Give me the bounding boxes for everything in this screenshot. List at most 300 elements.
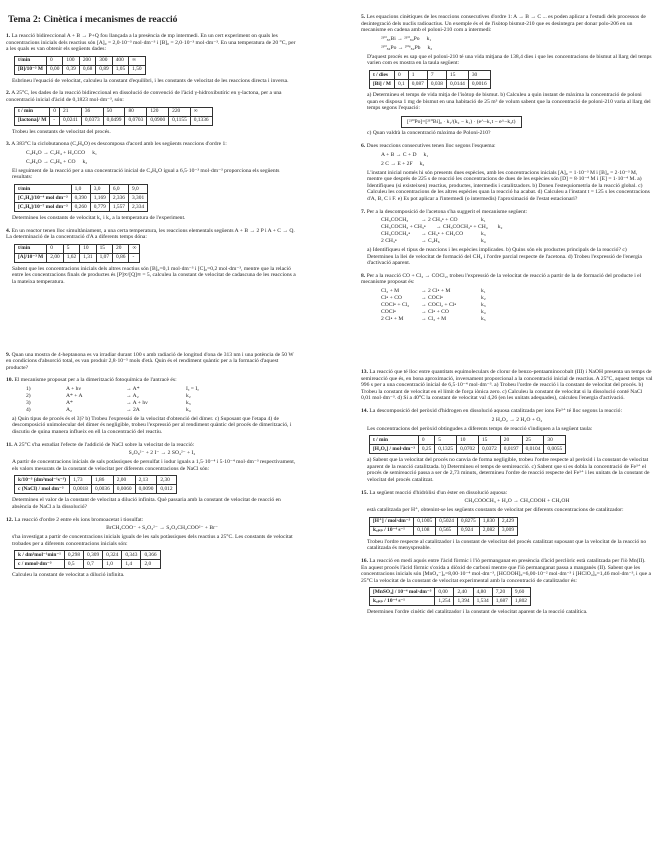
table-cell: 0,260: [71, 202, 90, 211]
table-cell: 0,0144: [447, 79, 469, 88]
table-cell: 15: [447, 70, 469, 79]
table-cell: 1,802: [511, 597, 530, 606]
step-part: Cl• + CO: [381, 295, 402, 302]
problem-question: a) Quin tipus de procés és el 3)? b) Trobeu l'expressió de la velocitat d'obtenció del dímer. c) Suposant que l'etapa 4) de descomposició unimolecular del dímer és negligible, trobeu l'expressió per al rendiment quàntic del procés de dimerització, i discutiu de quina manera influeix en ell la concentració del reactiu.: [12, 415, 292, 436]
row-header-cell: [B]/10⁻³ M: [15, 65, 47, 74]
step-part: 2 CH₃•: [381, 238, 397, 245]
row-header-cell: [MnSO₄] / 10⁻⁴ mol·dm⁻³: [370, 588, 435, 597]
row-header-cell: t / dies: [370, 70, 395, 79]
table-row: [15, 485, 177, 494]
table-cell: 0: [394, 70, 408, 79]
table-cell: 1,62: [63, 253, 79, 262]
table-cell: 1,534: [473, 597, 492, 606]
table-cell: 0,0104: [522, 445, 544, 454]
table-cell: 0,0018: [70, 485, 92, 494]
step-part: → Cl₂ + M: [421, 316, 447, 323]
step-part: Iₐ = Iₐ: [186, 385, 199, 392]
step-part: A₂: [66, 406, 72, 413]
table-cell: 200: [79, 56, 95, 65]
problem-text: Les equacions cinètiques de les reaccions consecutives d'ordre 1: A → B → C ... es poden aplicar a l'estudi dels processos de desintegració dels nuclis radioactius. Un exemple és el de l'isòtop bismut-210 que es desintegra per donar polo-206 en un mecanisme en cadena amb el poloni-210 com a intermedi:: [361, 14, 646, 34]
row-header-cell: [A]/10⁻³ M: [15, 253, 47, 262]
step-part: CH₃COCH₂•: [381, 231, 411, 238]
problem-text: La reacció que té lloc entre quantitats equimoleculars de clorur de benzo-pentaaminocobalt (III) i NaOH presenta un temps de semireacció que és, en bona aproximació, inversament proporcional a la concentració inicial de reactius. A 25°C, aquest temps val 996 s per a una concentració inicial de 6,5·10⁻⁴ mol·dm⁻³. a) Trobeu l'ordre de reacció i la constant de velocitat del procés. b) Trobeu la constant de velocitat en el límit de força iònica zero. c) Calculeu la constant de velocitat si la dissolució conté NaCl 0,01 mol·dm⁻³. d) Si a 40°C la constant de velocitat val 4,26 (en les unitats adequades), calculeu l'energia d'activació.: [361, 369, 653, 402]
problem-number: 10.: [6, 377, 13, 384]
table-cell: 0,1336: [190, 116, 212, 125]
table-row: [370, 588, 531, 597]
problem-text: La reacció d'ordre 2 entre els ions bromoacetat i tiosulfat:: [14, 516, 144, 523]
table-cell: 4,80: [473, 588, 492, 597]
table-cell: 2,00: [113, 476, 135, 485]
problem-number: 7.: [361, 208, 366, 215]
table-cell: 0,0703: [125, 116, 147, 125]
problem-text: A 25°C, les dades de la reacció bidireccional en dissolució de convenció de l'àcid γ-hidroxibutíric en γ-lactona, per a una concentració inicial d'àcid de 0,1823 mol·dm⁻³, són:: [6, 90, 282, 103]
problem-text: s'ha investigat a partir de concentracions inicials iguals de les sals potàssiques dels reactius a 25°C. Les constants de velocitat trobades per a diferents concentracions inicials són:: [12, 534, 293, 547]
table-cell: 0,1005: [414, 517, 436, 526]
step-part: k₂: [481, 295, 486, 302]
step-part: CH₃COCH₃: [381, 217, 409, 224]
table-cell: 36: [81, 107, 103, 116]
mechanism-step: [26, 407, 298, 414]
problem-16: [361, 558, 653, 616]
problem-text: Per a la descomposició de l'acetona s'ha suggerit el mecanisme següent:: [366, 208, 528, 215]
table-cell: 15: [96, 244, 112, 253]
step-part: k₃: [481, 231, 486, 238]
step-part: → CH₃• + CH₂CO: [421, 231, 464, 238]
table-cell: 1: [408, 70, 427, 79]
table-cell: 0,89: [96, 65, 112, 74]
problem-text: A 25°C s'ha estudiat l'efecte de l'addició de NaCl sobre la velocitat de la reacció:: [13, 441, 195, 448]
table-cell: 0,779: [90, 202, 109, 211]
step-part: k₄: [481, 238, 486, 245]
problem-text: La reacció bidireccional A + B → P+Q fou llançada a la presència de mp intermedi. En un cert experiment on quals les concentracions inicials dels reactius són [A]₀ = 2,0·10⁻³ mol·dm⁻³ i [B]₀ = 2,0·10⁻³ mol·dm⁻³. En una temperatura de 20 °C, per a les quals es van obtenir els següents dades:: [6, 33, 296, 53]
step-part: 1): [26, 385, 31, 392]
table-cell: 1,05: [112, 65, 128, 74]
problem-question: Calculeu la constant de velocitat a dilució infinita.: [12, 572, 125, 579]
problem-text: La reacció en medi aquós entre l'àcid fòrmic i l'iò permanganat en presència d'àcid perclòric està catalitzada per l'iò Mn(II). En aquest procés l'àcid fòrmic s'oxida a diòxid de carboni mentre que l'iò permanganat passa a manganès (II). Sabent que les concentracions inicials són [MnO₄⁻]₀=8,00·10⁻⁴ mol·dm⁻³, [HCOOH]₀=6,00·10⁻² mol·dm⁻³ i [HClO₄]₀=1,46 mol·dm⁻³, i que a 25°C la velocitat de la constant de velocitat experimental amb la concentració de catalitzador és:: [361, 557, 651, 584]
row-header-cell: c (NaCl) / mol dm⁻³: [15, 485, 70, 494]
problem-question: Determineu l'ordre cinètic del catalitzador i la constant de velocitat aparent de la reacció catalítica.: [367, 609, 588, 616]
table-cell: 0,00: [435, 588, 454, 597]
problem-question: a) Sabent que la velocitat del procés no canvia de forma negligible, trobeu l'ordre respecte al peròxid i la constant de velocitat aparent de la reacció catalitzada. b) Determineu el temps de semireacció. c) Sabent que si es dobla la concentració de Fe³⁺ el procés de semireacció passa a ser de 2,73 minuts, determineu l'ordre de reacció respecte del Fe³⁺ i les unitats de la constant de velocitat del procés catalitzat.: [367, 457, 650, 483]
step-part: → 2 Cl• + M: [421, 288, 451, 295]
data-table: [369, 70, 491, 89]
data-table: [14, 475, 177, 494]
step-part: → Cl• + CO: [421, 309, 449, 316]
table-cell: 0,343: [122, 551, 141, 560]
problem-question: c) Quan valdrà la concentració màxima de Poloni-210?: [367, 130, 491, 137]
data-table: [369, 435, 566, 454]
table-cell: 3,0: [90, 184, 109, 193]
step-part: k₁: [481, 288, 486, 295]
problem-9: [6, 352, 298, 372]
problem-3: [6, 141, 298, 221]
table-cell: 0,366: [141, 551, 160, 560]
table-cell: 9,60: [511, 588, 530, 597]
table-cell: ∞: [129, 56, 145, 65]
step-part: CH₃COCH₃ + CH₃•: [381, 224, 426, 231]
table-cell: 5: [63, 244, 79, 253]
table-row: [15, 202, 148, 211]
table-cell: 400: [112, 56, 128, 65]
table-cell: 10: [457, 436, 479, 445]
problem-number: 16.: [361, 557, 368, 564]
step-part: k₄: [186, 406, 191, 413]
step-part: COCl•: [381, 309, 397, 316]
data-table: [14, 184, 148, 212]
problem-question: Determineu les constants de velocitat k₁ i k₂ a la temperatura de l'experiment.: [12, 214, 186, 221]
table-cell: 2,00: [47, 253, 63, 262]
table-cell: 0: [47, 244, 63, 253]
table-cell: 0,1155: [169, 116, 191, 125]
table-cell: ∞: [190, 107, 212, 116]
problem-text: El seguiment de la reacció per a una concentració inicial de C₄H₆O igual a 6,5·10⁻³ mol·dm⁻³ proporciona els següents resultats:: [12, 167, 280, 181]
problem-number: 9.: [6, 351, 11, 358]
table-cell: 6,0: [109, 184, 128, 193]
mechanism-step: [381, 316, 653, 323]
mechanism: [381, 288, 653, 323]
problem-12: [6, 517, 298, 579]
data-table: [369, 517, 518, 536]
table-cell: ∞: [129, 244, 140, 253]
table-cell: 0,1325: [435, 445, 457, 454]
table-cell: 0,0197: [500, 445, 522, 454]
table-cell: 1,0: [103, 560, 122, 569]
problem-number: 6.: [361, 142, 366, 149]
problem-7: [361, 209, 653, 267]
row-header-cell: t / min: [370, 436, 419, 445]
problem-number: 5.: [361, 14, 366, 20]
data-table: [14, 550, 161, 569]
table-cell: 0,390: [71, 193, 90, 202]
mechanism-step: [381, 295, 653, 302]
problem-8: [361, 273, 653, 323]
problem-number: 12.: [6, 516, 13, 523]
mechanism-step: [26, 386, 298, 393]
step-part: A*: [66, 399, 73, 406]
table-row: [15, 56, 146, 65]
problem-number: 14.: [361, 408, 368, 415]
row-header-cell: [C₂H₄]/10⁻⁴ mol dm⁻³: [15, 193, 72, 202]
table-cell: 1,4: [122, 560, 141, 569]
problem-4: [6, 228, 298, 286]
step-part: k₃: [186, 399, 191, 406]
step-part: k₄: [481, 309, 486, 316]
mechanism-step: [26, 400, 298, 407]
reaction-1: C₄H₆O → C₂H₄ + H₂CCO k₁: [26, 149, 97, 156]
table-cell: 0,7: [84, 560, 103, 569]
table-cell: 2,13: [135, 476, 157, 485]
table-row: [370, 70, 491, 79]
mechanism-step: [381, 309, 653, 316]
mechanism-step: [381, 238, 653, 245]
step-part: A + hν: [66, 385, 82, 392]
table-cell: 1,73: [70, 476, 92, 485]
step-part: k₅: [481, 316, 486, 323]
row-header-cell: [H⁺] / mol·dm⁻³: [370, 517, 414, 526]
table-cell: 30: [468, 70, 490, 79]
problem-13: [361, 369, 653, 402]
problem-number: 3.: [6, 141, 11, 148]
table-cell: 0,565: [436, 526, 458, 535]
table-row: [370, 445, 566, 454]
problem-text: Quan una mostra de 4-heptanona es va irradiar durant 100 s amb radiació de longitud d'ona de 313 nm i una potència de 50 W en condicions d'absorció total, es van produir 2,8·10⁻⁵ mols d'età. Quin és el rendiment quàntic per a la formació d'aquest producte?: [6, 351, 294, 371]
reaction-1: A + B → C + D k₁: [381, 151, 429, 158]
row-header-cell: kₐₚₚ / 10⁻⁴ s⁻¹: [370, 526, 414, 535]
table-row: [370, 517, 518, 526]
step-part: 2): [26, 392, 31, 399]
step-part: → COCl•: [421, 295, 444, 302]
mechanism-step: [381, 231, 653, 238]
step-part: 2 Cl• + M: [381, 316, 404, 323]
step-part: → CH₃COCH₂• + CH₄: [435, 224, 488, 231]
problem-text: Per a la reacció CO + Cl₂ → COCl₂, trobeu l'expressió de la velocitat de reacció a partir de la de formació del producte i el mecanisme proposat és:: [361, 272, 642, 286]
problem-question: a) Identifiqueu el tipus de reaccions i les espècies implicades. b) Quins són els productes principals de la reacció? c) Determineu la llei de velocitat de formació del CH₄ i l'ordre parcial respecte de l'acetona. d) Trobeu l'expressió de l'energia d'activació aparent.: [367, 247, 642, 267]
table-cell: -: [129, 253, 140, 262]
table-cell: 2,429: [498, 517, 517, 526]
problem-14: [361, 408, 653, 484]
step-part: k₁: [481, 217, 486, 224]
data-table: [14, 244, 140, 263]
step-part: → 2 CH₃• + CO: [421, 217, 458, 224]
table-cell: 50: [103, 107, 125, 116]
problem-number: 1.: [6, 33, 11, 39]
table-row: [15, 184, 148, 193]
step-part: → A*: [126, 385, 140, 392]
problem-text: Les concentracions del peròxid obtingudes a diferents temps de reacció s'indiquen a la següent taula:: [367, 425, 593, 432]
table-cell: 2,30: [157, 476, 176, 485]
table-cell: 0,298: [64, 551, 83, 560]
row-header-cell: [Bi] / M: [370, 79, 395, 88]
table-cell: -: [50, 116, 60, 125]
problem-number: 11.: [6, 441, 13, 448]
table-cell: 20: [113, 244, 129, 253]
reaction-1: ²¹⁰₈₃Bi → ²¹⁰₈₄Po k₁: [381, 35, 432, 42]
problem-text: està catalitzada per H⁺, obtenint-se les següents constants de velocitat per diferents concentracions de catalitzador:: [367, 507, 624, 514]
table-row: [15, 193, 148, 202]
problem-1: [6, 33, 298, 84]
reaction-equation: S₂O₈²⁻ + 2 I⁻ → 2 SO₄²⁻ + I₂: [128, 450, 196, 457]
table-cell: 1,86: [91, 476, 113, 485]
right-column: [361, 14, 653, 622]
step-part: 3): [26, 399, 31, 406]
step-part: 4): [26, 406, 31, 413]
table-cell: 2,40: [454, 588, 473, 597]
step-part: k₃: [481, 302, 486, 309]
table-cell: 0,108: [414, 526, 436, 535]
mechanism-step: [381, 302, 653, 309]
table-row: [15, 244, 140, 253]
table-cell: 0,68: [79, 65, 95, 74]
reaction-2: ²¹⁰₈₄Po → ²⁰⁶₈₂Pb k₂: [381, 44, 433, 51]
problem-text: Dues reaccions consecutives tenen lloc segons l'esquema:: [366, 142, 496, 149]
table-cell: 20: [500, 436, 522, 445]
table-cell: 2,0: [141, 560, 160, 569]
reaction-2: C₄H₆O → C₃H₆ + CO k₂: [26, 158, 88, 165]
row-header-cell: [lactona]/ M: [15, 116, 50, 125]
row-header-cell: c / mmol·dm⁻³: [15, 560, 65, 569]
problem-text: El mecanisme proposat per a la dimerització fotoquímica de l'antracè és:: [14, 377, 177, 384]
table-row: [370, 79, 491, 88]
problem-question: a) Determineu el temps de vida mitja de l'isòtop de bismut. b) Calculeu a quin instant de màxima la concentració de poloni quan es disposa 1 mg de bismut en una habitació de 25 m³ de volum sabent que la concentració de poloni-210 varia al llarg del temps segons l'equació:: [367, 91, 651, 112]
table-cell: 5: [435, 436, 457, 445]
table-cell: 0,1: [394, 79, 408, 88]
table-cell: 80: [125, 107, 147, 116]
problem-text: A 383°C la ciclobutanona (C₄H₆O) es descomposa d'acord amb les següents reaccions d'ordre 1:: [11, 141, 227, 148]
table-cell: 1,687: [492, 597, 511, 606]
problem-text: A partir de concentracions inicials de sals potàssiques de persulfat i iodur iguals a 1,5·10⁻⁴ i 5·10⁻⁴ mol·dm⁻³ respectivament, els valors mesurats de la constant de velocitat per diferents concentracions de NaCl són:: [12, 459, 296, 472]
row-header-cell: t/min: [15, 56, 47, 65]
table-cell: 15: [478, 436, 500, 445]
table-cell: 0,0036: [91, 485, 113, 494]
step-part: → C₂H₆: [421, 238, 440, 245]
table-cell: 0,924: [457, 526, 479, 535]
table-cell: 0,5: [64, 560, 83, 569]
table-cell: 0,0373: [81, 116, 103, 125]
problem-10: [6, 377, 298, 435]
table-cell: 0,012: [157, 485, 176, 494]
table-cell: 0,038: [427, 79, 446, 88]
problem-question: Trobeu les constants de velocitat del procés.: [12, 128, 111, 135]
table-cell: 0,0241: [60, 116, 82, 125]
table-cell: 0,0702: [457, 445, 479, 454]
table-cell: 0: [50, 107, 60, 116]
table-row: [15, 107, 213, 116]
table-cell: 1,830: [479, 517, 498, 526]
table-cell: 0,0900: [147, 116, 169, 125]
table-cell: 1,169: [90, 193, 109, 202]
reaction-2: 2 C → E + 2F k₂: [381, 160, 425, 167]
table-cell: 3,301: [129, 193, 148, 202]
table-row: [15, 551, 161, 560]
table-cell: 21: [60, 107, 82, 116]
table-cell: 1,557: [109, 202, 128, 211]
problem-question: Determineu el valor de la constant de velocitat a dilució infinita. Què passaria amb la constant de velocitat de reacció en absència de NaCl a la dissolució?: [12, 497, 281, 511]
table-row: [15, 253, 140, 262]
mechanism-step: [381, 217, 653, 224]
table-cell: 2,082: [479, 526, 498, 535]
mechanism-step: [381, 224, 653, 231]
table-cell: 100: [63, 56, 79, 65]
problem-question: L'instant inicial només hi són presents dues espècies, amb les concentracions inicials [A]₀ = 1·10⁻³ M i [B]₀ = 2·10⁻³ M, mentre que després de 225 s de reacció les concentracions de dues de les espècies són [D] = 8·10⁻⁴ M i [E] = 1·10⁻⁴ M. a) Identifiqueu (si existeixen) reactius, productes, intermedis i catalitzadors. b) Doneu l'estequiometria de la reacció global. c) Calculeu les concentracions de les altres espècies quan la reacció ha acabat. d) Calculeu a l'instant t = 125 s les concentracions d'A, B, C i F. e) Es pot aplicar a l'intermedi (o intermedis) l'aproximació de l'estat estacionari?: [367, 169, 650, 202]
table-cell: 1,07: [96, 253, 112, 262]
row-header-cell: t / min: [15, 107, 50, 116]
row-header-cell: t/min: [15, 184, 72, 193]
table-cell: 30: [544, 436, 566, 445]
problem-2: [6, 90, 298, 135]
table-row: [15, 116, 213, 125]
problem-text: D'aquest procés es sap que el poloni-210 té una vida mitjana de 138,4 dies i que les concentracions de bismut al llarg del temps varien com es mostra en la taula següent:: [367, 53, 652, 67]
row-header-cell: [H₂O₂] / mol·dm⁻³: [370, 445, 419, 454]
reaction-equation: 2 H₂O₂ → 2 H₂O + O₂: [491, 416, 543, 423]
problem-6: [361, 143, 653, 203]
reaction-equation: CH₃COOCH₃ + H₂O → CH₃COOH + CH₃OH: [464, 498, 570, 505]
row-header-cell: k / dm³mol⁻¹min⁻¹: [15, 551, 65, 560]
table-cell: 0,25: [418, 445, 434, 454]
table-row: [15, 65, 146, 74]
table-cell: 1,254: [435, 597, 454, 606]
table-cell: 0,8275: [457, 517, 479, 526]
step-part: A* + A: [66, 392, 83, 399]
table-cell: 2,334: [129, 202, 148, 211]
table-cell: 1,31: [80, 253, 96, 262]
reaction-equation: BrCH₂COO⁻ + S₂O₃²⁻ → S₂O₃CH₂COO²⁻ + Br⁻: [106, 525, 218, 532]
row-header-cell: t/min: [15, 244, 47, 253]
problem-11: [6, 442, 298, 511]
table-cell: 300: [96, 56, 112, 65]
row-header-cell: [C₃H₆]/10⁻⁷ mol dm⁻³: [15, 202, 72, 211]
table-cell: 0: [46, 56, 62, 65]
step-part: Cl₂ + M: [381, 288, 400, 295]
problem-question: Trobeu l'ordre respecte al catalitzador i la constant de velocitat del procés catalitzat suposant que la velocitat de la reacció no catalitzada és menyspreable.: [367, 538, 647, 552]
problem-text: La següent reacció d'hidròlisi d'un èster en dissolució aquosa:: [369, 489, 508, 496]
table-cell: 0,0060: [113, 485, 135, 494]
table-cell: 7: [427, 70, 446, 79]
table-cell: 1,0: [71, 184, 90, 193]
table-cell: 9,0: [129, 184, 148, 193]
step-part: → A + hν: [126, 399, 148, 406]
table-cell: 0,39: [63, 65, 79, 74]
problem-question: Sabent que les concentracions inicials dels altres reactius són [B]₀=0,1 mol·dm⁻³ i [C]₀=0,2 mol·dm⁻³, mentre que la relació entre les concentracions finals de productes és [P]∞/[Q]∞ = 5, calculeu la constant de velocitat de cadascuna de les reaccions a la mateixa temperatura.: [12, 265, 296, 285]
data-table: [369, 587, 531, 606]
formula-box: [²¹⁰Po]=[²¹⁰Bi]₀ · k₁/(k₂ − k₁) · (e^−k₁t − e^−k₂t): [401, 116, 522, 129]
table-cell: 0,0016: [468, 79, 490, 88]
table-cell: 0,5024: [436, 517, 458, 526]
problem-number: 2.: [6, 90, 11, 97]
problem-number: 4.: [6, 227, 11, 234]
table-cell: 0,324: [103, 551, 122, 560]
table-row: [370, 436, 566, 445]
step-part: k₂: [497, 224, 503, 231]
table-cell: 3,009: [498, 526, 517, 535]
step-part: k₂: [186, 392, 191, 399]
problem-number: 15.: [361, 489, 368, 496]
problem-5: [361, 14, 653, 137]
problem-15: [361, 490, 653, 552]
step-part: COCl• + Cl₂: [381, 302, 410, 309]
row-header-cell: kₐₚₚ / 10⁻⁴ s⁻¹: [370, 597, 435, 606]
row-header-cell: k/10⁻³ (dm³mol⁻¹s⁻¹): [15, 476, 70, 485]
page-title: Tema 2: Cinètica i mecanismes de reacció: [8, 14, 178, 25]
problem-number: 13.: [361, 369, 368, 376]
table-cell: 220: [169, 107, 191, 116]
data-table: [14, 56, 146, 75]
table-cell: 2,336: [109, 193, 128, 202]
left-column: [6, 14, 298, 585]
table-cell: 0,00: [46, 65, 62, 74]
table-cell: 0,86: [113, 253, 129, 262]
problem-text: La descomposició del peròxid d'hidrogen en dissolució aquosa catalitzada per ions Fe³⁺ té lloc segons la reacció:: [369, 408, 623, 415]
table-cell: 0,0499: [103, 116, 125, 125]
mechanism-step: [381, 288, 653, 295]
data-table: [14, 107, 213, 126]
problem-number: 8.: [361, 272, 366, 279]
table-row: [370, 597, 531, 606]
table-cell: 120: [147, 107, 169, 116]
problem-text: En un reactor tenen lloc simultàniament, a una certa temperatura, les reaccions elementals següents A + B → 2 P i A + C → Q. La determinació de la concentració d'A a diferents temps dóna:: [6, 227, 295, 241]
table-cell: 7,20: [492, 588, 511, 597]
table-cell: 25: [522, 436, 544, 445]
problem-question: Esbrineu l'equació de velocitat, calculeu la constant d'equilibri, i les constants de velocitat de les reaccions directa i inversa.: [12, 77, 289, 84]
table-cell: 10: [80, 244, 96, 253]
table-cell: 0,0055: [544, 445, 566, 454]
table-cell: 0,0090: [135, 485, 157, 494]
table-cell: 1,50: [129, 65, 145, 74]
table-row: [15, 560, 161, 569]
table-cell: 1,394: [454, 597, 473, 606]
table-cell: 0,087: [408, 79, 427, 88]
table-cell: 0,309: [84, 551, 103, 560]
step-part: → 2A: [126, 406, 140, 413]
